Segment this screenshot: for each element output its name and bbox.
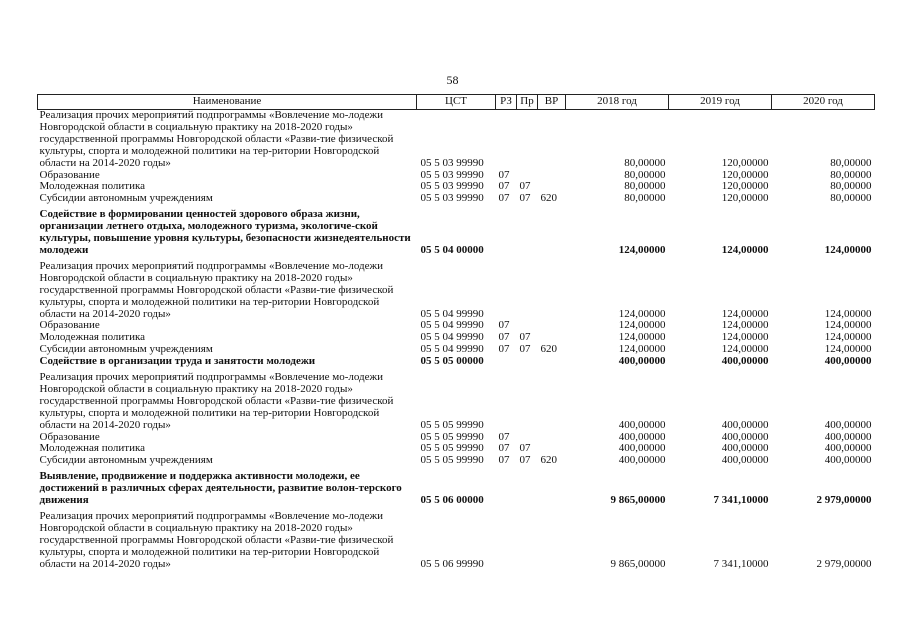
row-pr: 07	[519, 192, 531, 205]
row-name: Образование	[39, 168, 100, 181]
table-row	[38, 205, 875, 257]
table-header-row	[38, 95, 875, 110]
table-row	[38, 368, 875, 432]
table-row	[38, 455, 875, 467]
row-2019: 400,00000	[721, 355, 769, 368]
row-name: Субсидии автономным учреждениям	[39, 454, 213, 467]
row-pr: 07	[519, 442, 531, 455]
row-2018: 400,00000	[618, 418, 666, 431]
row-2020: 400,00000	[824, 442, 872, 455]
row-vr	[538, 432, 566, 444]
row-rz: 07	[498, 454, 510, 467]
row-pr: 07	[519, 343, 531, 356]
row-rz: 07	[498, 319, 510, 332]
row-2020: 400,00000	[824, 430, 872, 443]
row-2018: 124,00000	[618, 319, 666, 332]
table-row	[38, 356, 875, 368]
row-name: Реализация прочих мероприятий подпрограммы «Вовлечение мо-лодежи Новгородской области в социальную практику на 2018-2020 годы» государственной программы Новгородской области «Разви-тие физической культуры, спорта и молодежной политики на тер-ритории Новгородской области на 2014-2020 годы»	[39, 371, 394, 431]
row-2020: 80,00000	[830, 192, 872, 205]
row-name: Образование	[39, 319, 100, 332]
row-pr	[517, 467, 538, 507]
row-2018: 9 865,00000	[610, 494, 666, 507]
table-row	[38, 193, 875, 205]
row-vr: 620	[540, 192, 557, 205]
row-cst: 05 5 05 99990	[420, 454, 484, 467]
row-2020: 124,00000	[824, 243, 872, 256]
row-cst: 05 5 06 00000	[420, 494, 484, 507]
col-header-pr: Пр	[517, 95, 538, 110]
row-cst: 05 5 04 99990	[420, 343, 484, 356]
row-2018: 400,00000	[618, 430, 666, 443]
row-rz	[496, 467, 517, 507]
row-2018: 80,00000	[624, 168, 666, 181]
row-2020: 400,00000	[824, 454, 872, 467]
row-rz: 07	[498, 168, 510, 181]
page-number: 58	[446, 73, 459, 87]
col-header-cst: ЦСТ	[417, 95, 496, 110]
row-2019: 124,00000	[721, 319, 769, 332]
row-2020: 400,00000	[824, 355, 872, 368]
col-header-2019: 2019 год	[669, 95, 772, 110]
row-2019: 400,00000	[721, 442, 769, 455]
row-2018: 124,00000	[618, 307, 666, 320]
row-pr	[517, 205, 538, 257]
row-vr: 620	[540, 454, 557, 467]
row-vr	[538, 257, 566, 321]
row-pr: 07	[519, 180, 531, 193]
row-rz	[496, 110, 517, 170]
row-pr	[517, 507, 538, 571]
table-body	[38, 110, 875, 571]
row-2019: 120,00000	[721, 192, 769, 205]
row-cst: 05 5 05 99990	[420, 442, 484, 455]
row-2020: 124,00000	[824, 319, 872, 332]
row-vr	[538, 170, 566, 182]
row-vr	[538, 368, 566, 432]
row-2018: 400,00000	[618, 355, 666, 368]
row-name: Субсидии автономным учреждениям	[39, 343, 213, 356]
row-name: Молодежная политика	[39, 442, 146, 455]
row-cst: 05 5 03 99990	[420, 156, 484, 169]
row-rz	[496, 368, 517, 432]
col-header-vr: ВР	[538, 95, 566, 110]
row-vr	[538, 320, 566, 332]
row-cst: 05 5 04 99990	[420, 307, 484, 320]
row-2018: 80,00000	[624, 192, 666, 205]
row-2019: 7 341,10000	[713, 494, 769, 507]
row-vr: 620	[540, 343, 557, 356]
table-row	[38, 257, 875, 321]
col-header-name: Наименование	[38, 95, 417, 110]
row-vr	[538, 356, 566, 368]
row-vr	[538, 110, 566, 170]
row-2019: 120,00000	[721, 156, 769, 169]
row-2019: 120,00000	[721, 168, 769, 181]
row-2018: 124,00000	[618, 331, 666, 344]
row-2020: 124,00000	[824, 343, 872, 356]
row-name: Содействие в формировании ценностей здорового образа жизни, организации летнего отдыха, молодежного туризма, экологиче-ской культуры, повышение уровня культуры, безопасности жизнедеятельности молодежи	[39, 208, 411, 256]
row-2018: 400,00000	[618, 442, 666, 455]
row-rz	[496, 257, 517, 321]
row-2018: 124,00000	[618, 243, 666, 256]
row-rz: 07	[498, 331, 510, 344]
row-2019: 400,00000	[721, 430, 769, 443]
row-2020: 2 979,00000	[816, 494, 872, 507]
row-name: Реализация прочих мероприятий подпрограммы «Вовлечение мо-лодежи Новгородской области в социальную практику на 2018-2020 годы» государственной программы Новгородской области «Разви-тие физической культуры, спорта и молодежной политики на тер-ритории Новгородской области на 2014-2020 годы»	[39, 510, 394, 570]
table-row	[38, 110, 875, 170]
row-name: Субсидии автономным учреждениям	[39, 192, 213, 205]
row-cst: 05 5 05 00000	[420, 355, 484, 368]
row-cst: 05 5 03 99990	[420, 180, 484, 193]
col-header-rz: РЗ	[496, 95, 517, 110]
col-header-2018: 2018 год	[566, 95, 669, 110]
row-2020: 124,00000	[824, 331, 872, 344]
row-vr	[538, 467, 566, 507]
row-2020: 80,00000	[830, 168, 872, 181]
row-2018: 80,00000	[624, 156, 666, 169]
budget-table	[37, 94, 875, 571]
row-name: Реализация прочих мероприятий подпрограммы «Вовлечение мо-лодежи Новгородской области в социальную практику на 2018-2020 годы» государственной программы Новгородской области «Разви-тие физической культуры, спорта и молодежной политики на тер-ритории Новгородской области на 2014-2020 годы»	[39, 259, 394, 320]
row-rz: 07	[498, 343, 510, 356]
row-cst: 05 5 03 99990	[420, 168, 484, 181]
row-rz: 07	[498, 430, 510, 443]
row-2020: 80,00000	[830, 180, 872, 193]
row-2019: 124,00000	[721, 331, 769, 344]
row-rz: 07	[498, 442, 510, 455]
row-name: Молодежная политика	[39, 331, 146, 344]
row-cst: 05 5 04 00000	[420, 243, 484, 256]
row-rz	[496, 356, 517, 368]
row-2019: 124,00000	[721, 343, 769, 356]
row-cst: 05 5 05 99990	[420, 430, 484, 443]
col-header-2020: 2020 год	[772, 95, 875, 110]
row-name: Реализация прочих мероприятий подпрограммы «Вовлечение мо-лодежи Новгородской области в социальную практику на 2018-2020 годы» государственной программы Новгородской области «Разви-тие физической культуры, спорта и молодежной политики на тер-ритории Новгородской области на 2014-2020 годы»	[39, 109, 394, 169]
row-2018: 124,00000	[618, 343, 666, 356]
row-2020: 2 979,00000	[816, 557, 872, 570]
row-cst: 05 5 03 99990	[420, 192, 484, 205]
row-2019: 400,00000	[721, 418, 769, 431]
row-pr	[517, 257, 538, 321]
row-2020: 124,00000	[824, 307, 872, 320]
row-2018: 80,00000	[624, 180, 666, 193]
row-2019: 120,00000	[721, 180, 769, 193]
row-cst: 05 5 04 99990	[420, 331, 484, 344]
table-row	[38, 507, 875, 571]
row-name: Содействие в организации труда и занятости молодежи	[39, 355, 316, 368]
row-2018: 9 865,00000	[610, 557, 666, 570]
row-2019: 124,00000	[721, 307, 769, 320]
row-name: Выявление, продвижение и поддержка активности молодежи, ее достижений в различных сферах деятельности, развитие волон-терского движения	[39, 470, 402, 507]
row-vr	[538, 507, 566, 571]
row-rz: 07	[498, 180, 510, 193]
row-pr: 07	[519, 454, 531, 467]
row-pr: 07	[519, 331, 531, 344]
row-rz: 07	[498, 192, 510, 205]
row-pr	[517, 368, 538, 432]
row-2020: 80,00000	[830, 156, 872, 169]
row-cst: 05 5 06 99990	[420, 557, 484, 570]
row-2018: 400,00000	[618, 454, 666, 467]
row-2020: 400,00000	[824, 418, 872, 431]
row-name: Молодежная политика	[39, 180, 146, 193]
row-rz	[496, 507, 517, 571]
row-pr	[517, 110, 538, 170]
table-row	[38, 467, 875, 507]
row-name: Образование	[39, 430, 100, 443]
row-2019: 7 341,10000	[713, 557, 769, 570]
row-2019: 124,00000	[721, 243, 769, 256]
row-vr	[538, 205, 566, 257]
row-rz	[496, 205, 517, 257]
row-cst: 05 5 04 99990	[420, 319, 484, 332]
row-2019: 400,00000	[721, 454, 769, 467]
row-cst: 05 5 05 99990	[420, 418, 484, 431]
row-pr	[517, 356, 538, 368]
